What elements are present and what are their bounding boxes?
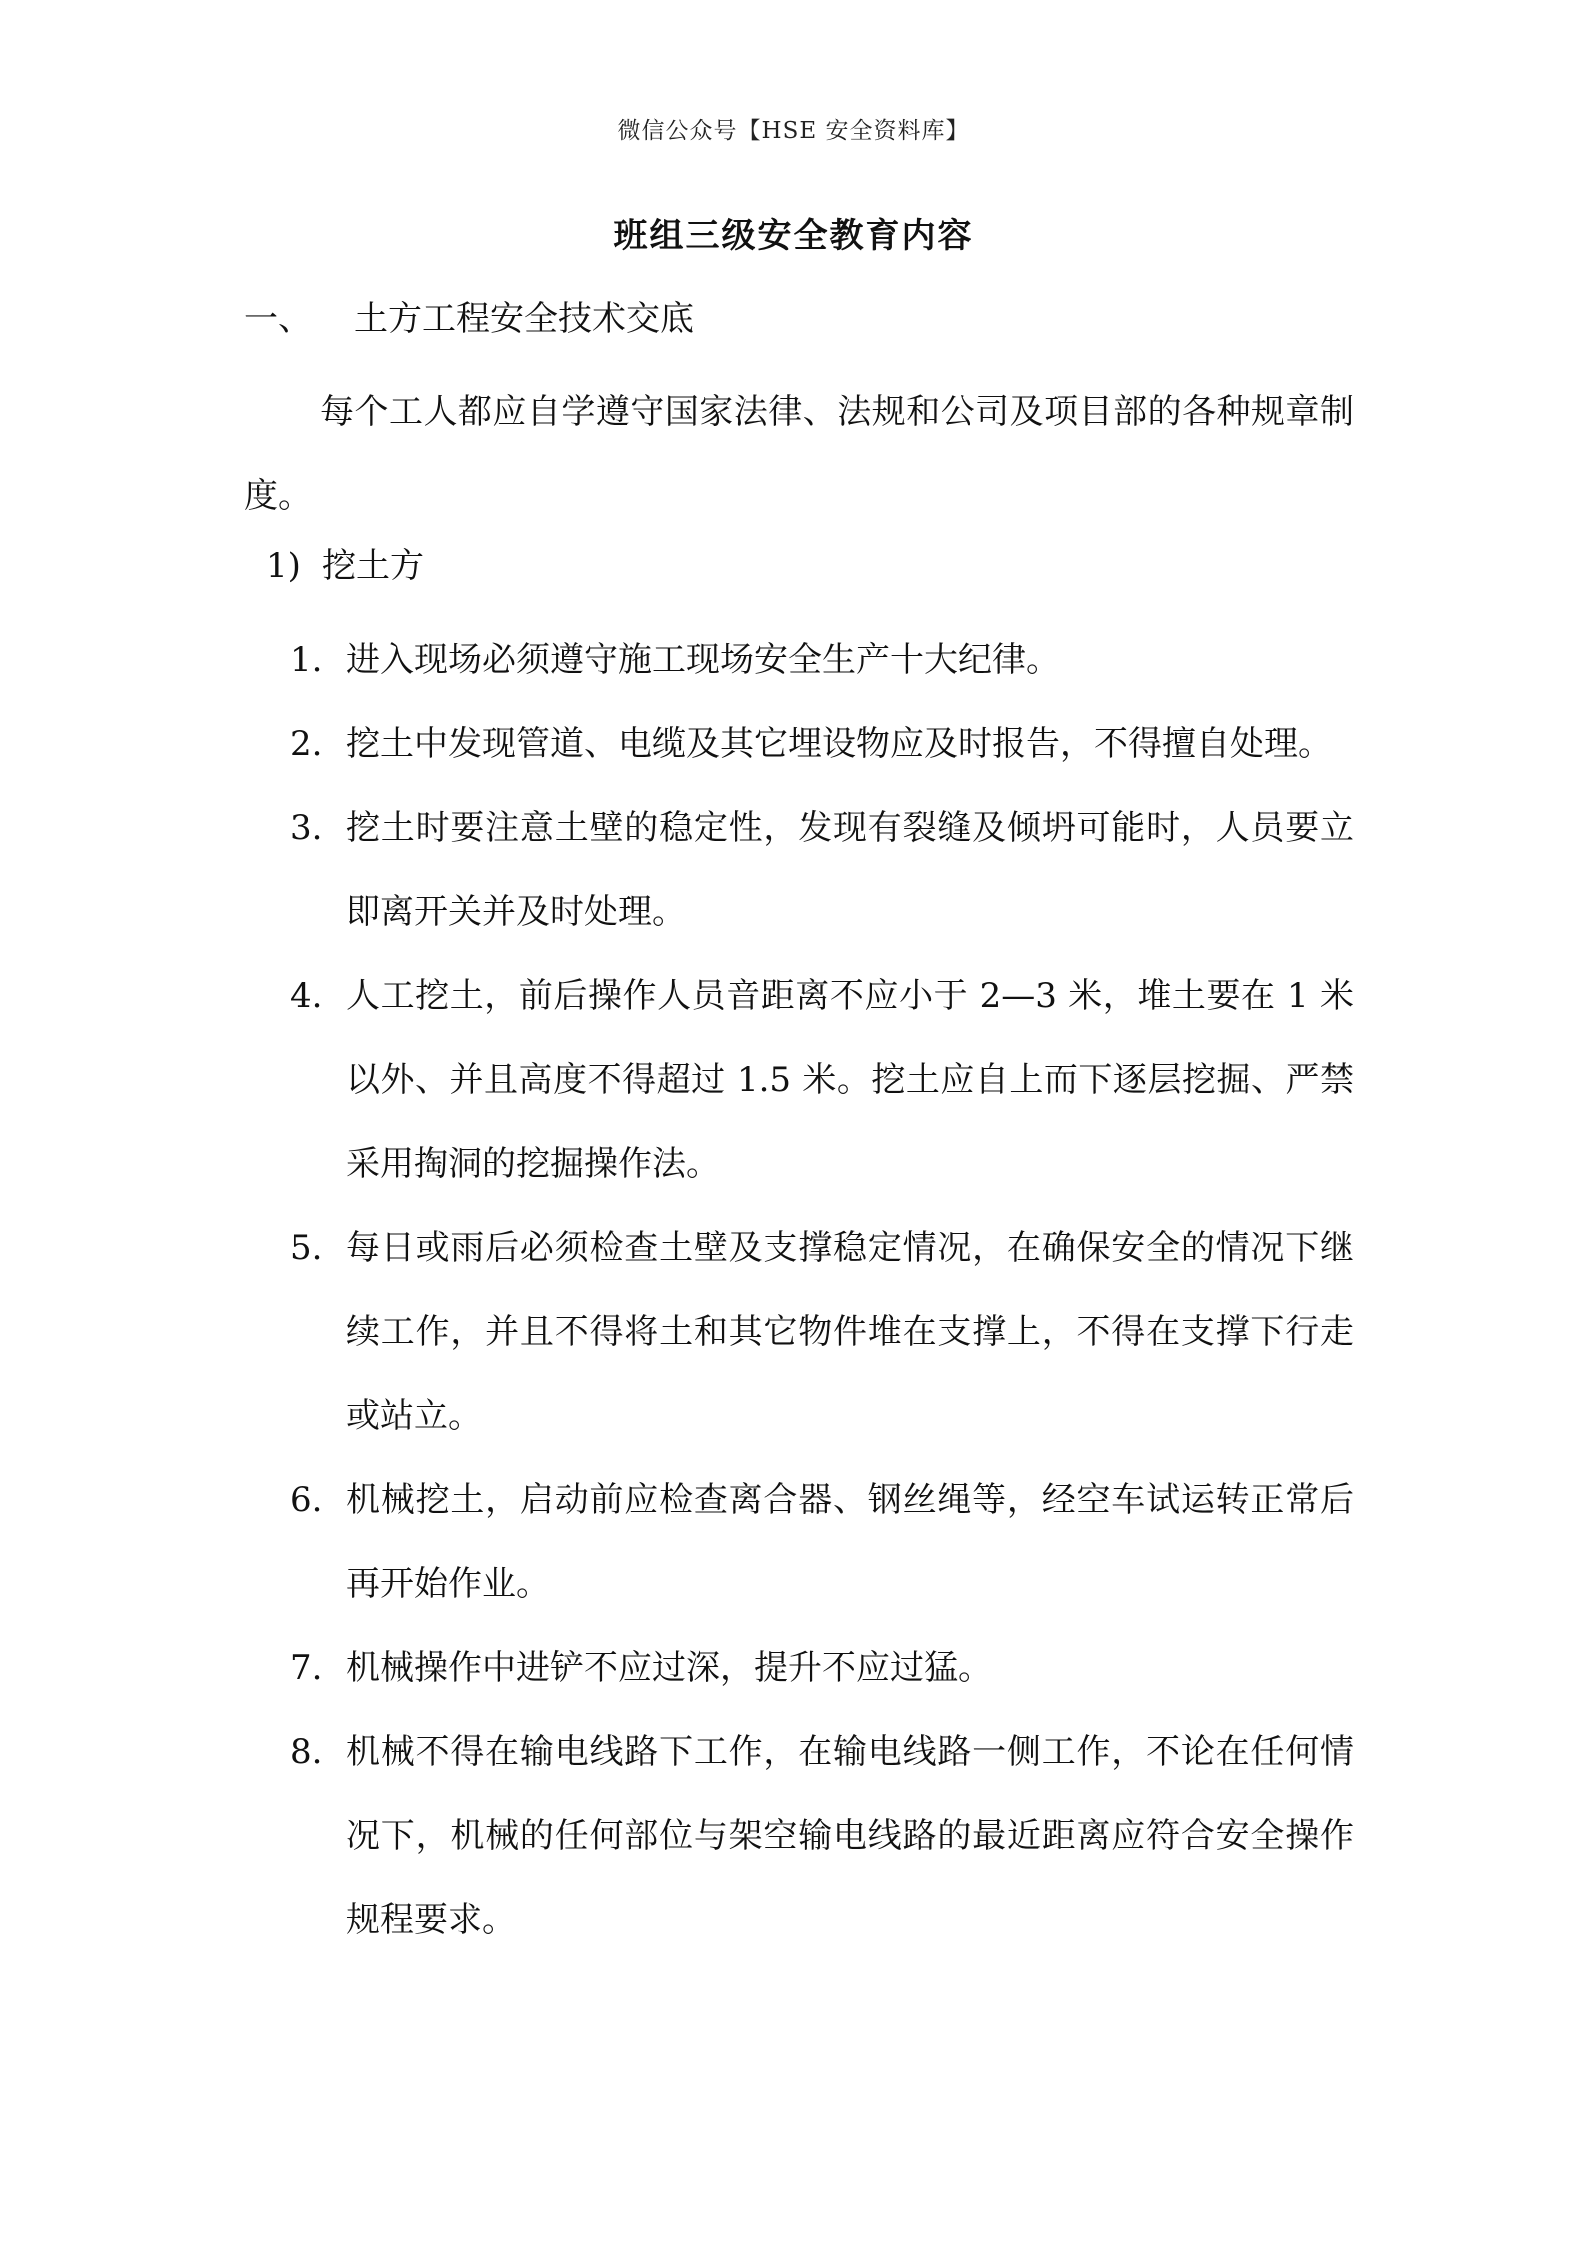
- item-number: 2.: [290, 724, 323, 764]
- intro-paragraph: 每个工人都应自学遵守国家法律、法规和公司及项目部的各种规章制度。: [244, 392, 1354, 516]
- subsection-number: 1): [266, 546, 301, 586]
- document-title: 班组三级安全教育内容: [613, 216, 974, 256]
- item-text: 机械操作中进铲不应过深，提升不应过猛。: [346, 1648, 992, 1688]
- header-note: 微信公众号【HSE 安全资料库】: [617, 118, 970, 144]
- item-text: 机械挖土，启动前应检查离合器、钢丝绳等，经空车试运转正常后再开始作业。: [346, 1480, 1354, 1604]
- item-number: 5.: [290, 1228, 323, 1268]
- item-number: 3.: [290, 808, 323, 848]
- item-text: 每日或雨后必须检查土壁及支撑稳定情况，在确保安全的情况下继续工作，并且不得将土和其它物件堆在支撑上，不得在支撑下行走或站立。: [346, 1228, 1354, 1436]
- subsection-title: 挖土方: [322, 546, 424, 586]
- subsection-heading: [266, 538, 424, 587]
- list-item: [290, 1458, 1354, 1626]
- section-title: 土方工程安全技术交底: [354, 299, 694, 339]
- item-text: 挖土中发现管道、电缆及其它埋设物应及时报告，不得擅自处理。: [346, 724, 1332, 764]
- list-item: [290, 702, 1354, 786]
- item-text: 挖土时要注意土壁的稳定性，发现有裂缝及倾坍可能时，人员要立即离开关并及时处理。: [346, 808, 1354, 932]
- item-number: 6.: [290, 1480, 323, 1520]
- item-number: 4.: [290, 976, 323, 1016]
- list-item: [290, 1206, 1354, 1458]
- section-number: 一、: [244, 299, 312, 339]
- item-number: 8.: [290, 1732, 323, 1772]
- list-item: [290, 1626, 1354, 1710]
- item-text: 进入现场必须遵守施工现场安全生产十大纪律。: [346, 640, 1060, 680]
- item-number: 7.: [290, 1648, 323, 1688]
- list-item: [290, 618, 1354, 702]
- section-heading: [244, 291, 694, 340]
- item-number: 1.: [290, 640, 323, 680]
- item-text: 机械不得在输电线路下工作，在输电线路一侧工作，不论在任何情况下，机械的任何部位与架空输电线路的最近距离应符合安全操作规程要求。: [346, 1732, 1354, 1940]
- list-item: [290, 954, 1354, 1206]
- item-text: 人工挖土，前后操作人员音距离不应小于 2—3 米，堆土要在 1 米以外、并且高度不得超过 1.5 米。挖土应自上而下逐层挖掘、严禁采用掏洞的挖掘操作法。: [346, 976, 1354, 1184]
- list-item: [290, 786, 1354, 954]
- list-item: [290, 1710, 1354, 1962]
- rule-list: [290, 618, 1354, 1962]
